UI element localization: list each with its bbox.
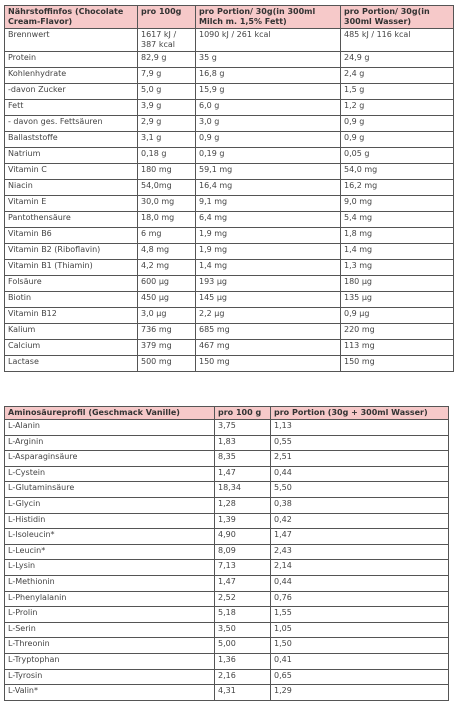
nutrient-name-cell: Pantothensäure — [5, 212, 138, 228]
per-portion-water-cell: 0,9 g — [341, 116, 454, 132]
nutrition-row — [5, 228, 454, 244]
amino-row — [5, 622, 449, 638]
per-portion-milk-cell: 150 mg — [196, 356, 341, 372]
per-portion-milk-cell: 35 g — [196, 52, 341, 68]
per-portion-water-cell: 9,0 mg — [341, 196, 454, 212]
nutrient-name-cell: Calcium — [5, 340, 138, 356]
amino-per-100g-cell: 3,50 — [215, 622, 271, 638]
nutrition-row — [5, 100, 454, 116]
amino-per-portion-cell: 1,05 — [271, 622, 449, 638]
nutrient-name-cell: Kohlenhydrate — [5, 68, 138, 84]
nutrition-row — [5, 340, 454, 356]
amino-per-portion-cell: 0,42 — [271, 513, 449, 529]
nutrition-row — [5, 68, 454, 84]
amino-name-cell: L-Glycin — [5, 497, 215, 513]
amino-per-portion-cell: 2,14 — [271, 560, 449, 576]
nutrient-name-cell: Biotin — [5, 292, 138, 308]
amino-name-cell: L-Tyrosin — [5, 669, 215, 685]
amino-per-portion-cell: 1,55 — [271, 607, 449, 623]
amino-per-100g-cell: 8,09 — [215, 544, 271, 560]
nutrition-row — [5, 356, 454, 372]
amino-name-cell: L-Tryptophan — [5, 653, 215, 669]
per-100g-cell: 4,8 mg — [138, 244, 196, 260]
amino-header-per-100g: pro 100 g — [215, 407, 271, 420]
per-portion-milk-cell: 467 mg — [196, 340, 341, 356]
amino-header-per-portion: pro Portion (30g + 300ml Wasser) — [271, 407, 449, 420]
per-100g-cell: 2,9 g — [138, 116, 196, 132]
amino-row — [5, 482, 449, 498]
per-100g-cell: 54,0mg — [138, 180, 196, 196]
amino-row — [5, 607, 449, 623]
per-portion-milk-cell: 16,8 g — [196, 68, 341, 84]
nutrition-row — [5, 244, 454, 260]
nutrient-name-cell: Vitamin B6 — [5, 228, 138, 244]
per-portion-milk-cell: 6,4 mg — [196, 212, 341, 228]
per-100g-cell: 30,0 mg — [138, 196, 196, 212]
nutrient-name-cell: Ballaststoffe — [5, 132, 138, 148]
amino-row — [5, 685, 449, 701]
amino-per-100g-cell: 8,35 — [215, 451, 271, 467]
amino-row — [5, 544, 449, 560]
amino-per-100g-cell: 5,00 — [215, 638, 271, 654]
nutrient-name-cell: Vitamin C — [5, 164, 138, 180]
per-100g-cell: 5,0 g — [138, 84, 196, 100]
nutrient-name-cell: - davon ges. Fettsäuren — [5, 116, 138, 132]
nutrient-name-cell: Folsäure — [5, 276, 138, 292]
nutrition-row — [5, 29, 454, 52]
amino-name-cell: L-Isoleucin* — [5, 529, 215, 545]
per-portion-milk-cell: 6,0 g — [196, 100, 341, 116]
nutrient-name-cell: Vitamin B12 — [5, 308, 138, 324]
per-portion-water-cell: 16,2 mg — [341, 180, 454, 196]
per-portion-water-cell: 220 mg — [341, 324, 454, 340]
amino-name-cell: L-Cystein — [5, 466, 215, 482]
amino-name-cell: L-Histidin — [5, 513, 215, 529]
per-portion-water-cell: 1,5 g — [341, 84, 454, 100]
amino-name-cell: L-Alanin — [5, 420, 215, 436]
nutrition-row — [5, 116, 454, 132]
nutrient-name-cell: Lactase — [5, 356, 138, 372]
amino-name-cell: L-Prolin — [5, 607, 215, 623]
amino-per-portion-cell: 0,44 — [271, 575, 449, 591]
amino-per-portion-cell: 0,38 — [271, 497, 449, 513]
amino-per-portion-cell: 1,29 — [271, 685, 449, 701]
amino-name-cell: L-Lysin — [5, 560, 215, 576]
nutrient-name-cell: Vitamin B2 (Riboflavin) — [5, 244, 138, 260]
nutrition-row — [5, 52, 454, 68]
nutrition-table — [4, 5, 454, 372]
per-100g-cell: 180 mg — [138, 164, 196, 180]
amino-row — [5, 529, 449, 545]
nutrient-name-cell: Vitamin E — [5, 196, 138, 212]
amino-name-cell: L-Serin — [5, 622, 215, 638]
amino-per-portion-cell: 1,50 — [271, 638, 449, 654]
amino-per-100g-cell: 1,83 — [215, 435, 271, 451]
amino-per-100g-cell: 1,47 — [215, 575, 271, 591]
per-100g-cell: 736 mg — [138, 324, 196, 340]
nutrient-name-cell: Fett — [5, 100, 138, 116]
amino-row — [5, 451, 449, 467]
amino-per-100g-cell: 1,36 — [215, 653, 271, 669]
nutrient-name-cell: Vitamin B1 (Thiamin) — [5, 260, 138, 276]
per-portion-milk-cell: 685 mg — [196, 324, 341, 340]
amino-row — [5, 435, 449, 451]
amino-row — [5, 420, 449, 436]
per-100g-cell: 600 µg — [138, 276, 196, 292]
nutrition-header-nutrient: Nährstoffinfos (Chocolate Cream-Flavor) — [5, 6, 138, 29]
per-portion-milk-cell: 2,2 µg — [196, 308, 341, 324]
amino-name-cell: L-Valin* — [5, 685, 215, 701]
per-portion-water-cell: 0,9 µg — [341, 308, 454, 324]
amino-name-cell: L-Glutaminsäure — [5, 482, 215, 498]
per-100g-cell: 7,9 g — [138, 68, 196, 84]
amino-name-cell: L-Leucin* — [5, 544, 215, 560]
amino-row — [5, 497, 449, 513]
nutrition-row — [5, 164, 454, 180]
nutrition-row — [5, 260, 454, 276]
amino-per-100g-cell: 2,52 — [215, 591, 271, 607]
per-portion-milk-cell: 1090 kJ / 261 kcal — [196, 29, 341, 52]
per-portion-water-cell: 5,4 mg — [341, 212, 454, 228]
nutrition-row — [5, 132, 454, 148]
per-portion-water-cell: 2,4 g — [341, 68, 454, 84]
nutrition-header-per-portion-milk: pro Portion/ 30g(in 300ml Milch m. 1,5% Fett) — [196, 6, 341, 29]
per-portion-water-cell: 1,8 mg — [341, 228, 454, 244]
amino-row — [5, 560, 449, 576]
per-100g-cell: 1617 kJ / 387 kcal — [138, 29, 196, 52]
amino-per-100g-cell: 18,34 — [215, 482, 271, 498]
per-portion-water-cell: 135 µg — [341, 292, 454, 308]
per-100g-cell: 500 mg — [138, 356, 196, 372]
amino-row — [5, 669, 449, 685]
amino-per-portion-cell: 0,55 — [271, 435, 449, 451]
per-portion-water-cell: 113 mg — [341, 340, 454, 356]
per-portion-water-cell: 1,3 mg — [341, 260, 454, 276]
per-portion-milk-cell: 0,9 g — [196, 132, 341, 148]
nutrition-row — [5, 324, 454, 340]
per-portion-milk-cell: 0,19 g — [196, 148, 341, 164]
nutrition-row — [5, 84, 454, 100]
per-portion-water-cell: 0,05 g — [341, 148, 454, 164]
per-portion-water-cell: 54,0 mg — [341, 164, 454, 180]
nutrition-row — [5, 292, 454, 308]
nutrient-name-cell: Niacin — [5, 180, 138, 196]
amino-per-portion-cell: 0,65 — [271, 669, 449, 685]
amino-row — [5, 638, 449, 654]
amino-name-cell: L-Asparaginsäure — [5, 451, 215, 467]
amino-per-100g-cell: 1,28 — [215, 497, 271, 513]
nutrient-name-cell: Protein — [5, 52, 138, 68]
nutrient-name-cell: Kalium — [5, 324, 138, 340]
per-100g-cell: 18,0 mg — [138, 212, 196, 228]
nutrient-name-cell: -davon Zucker — [5, 84, 138, 100]
per-100g-cell: 3,0 µg — [138, 308, 196, 324]
amino-name-cell: L-Threonin — [5, 638, 215, 654]
per-portion-milk-cell: 16,4 mg — [196, 180, 341, 196]
nutrition-row — [5, 196, 454, 212]
amino-per-portion-cell: 0,76 — [271, 591, 449, 607]
per-portion-water-cell: 1,2 g — [341, 100, 454, 116]
amino-row — [5, 591, 449, 607]
amino-per-portion-cell: 2,51 — [271, 451, 449, 467]
amino-per-portion-cell: 0,41 — [271, 653, 449, 669]
per-portion-milk-cell: 193 µg — [196, 276, 341, 292]
amino-name-cell: L-Arginin — [5, 435, 215, 451]
per-portion-milk-cell: 1,9 mg — [196, 228, 341, 244]
amino-per-100g-cell: 4,31 — [215, 685, 271, 701]
per-portion-water-cell: 0,9 g — [341, 132, 454, 148]
per-100g-cell: 379 mg — [138, 340, 196, 356]
amino-per-100g-cell: 1,47 — [215, 466, 271, 482]
per-portion-milk-cell: 59,1 mg — [196, 164, 341, 180]
amino-per-portion-cell: 0,44 — [271, 466, 449, 482]
nutrition-row — [5, 212, 454, 228]
per-portion-milk-cell: 3,0 g — [196, 116, 341, 132]
amino-per-portion-cell: 2,43 — [271, 544, 449, 560]
amino-acid-table — [4, 406, 449, 701]
nutrition-header-per-portion-water: pro Portion/ 30g(in 300ml Wasser) — [341, 6, 454, 29]
per-100g-cell: 82,9 g — [138, 52, 196, 68]
per-100g-cell: 6 mg — [138, 228, 196, 244]
amino-header-name: Aminosäureprofil (Geschmack Vanille) — [5, 407, 215, 420]
amino-per-portion-cell: 1,13 — [271, 420, 449, 436]
per-portion-water-cell: 1,4 mg — [341, 244, 454, 260]
per-portion-water-cell: 180 µg — [341, 276, 454, 292]
amino-per-100g-cell: 3,75 — [215, 420, 271, 436]
nutrient-name-cell: Brennwert — [5, 29, 138, 52]
per-portion-milk-cell: 1,9 mg — [196, 244, 341, 260]
nutrient-name-cell: Natrium — [5, 148, 138, 164]
per-portion-water-cell: 485 kJ / 116 kcal — [341, 29, 454, 52]
per-100g-cell: 4,2 mg — [138, 260, 196, 276]
nutrition-row — [5, 148, 454, 164]
nutrition-row — [5, 180, 454, 196]
amino-row — [5, 653, 449, 669]
amino-name-cell: L-Phenylalanin — [5, 591, 215, 607]
per-100g-cell: 3,1 g — [138, 132, 196, 148]
per-portion-milk-cell: 15,9 g — [196, 84, 341, 100]
amino-per-100g-cell: 4,90 — [215, 529, 271, 545]
amino-row — [5, 575, 449, 591]
per-portion-water-cell: 150 mg — [341, 356, 454, 372]
per-100g-cell: 3,9 g — [138, 100, 196, 116]
nutrition-header-row — [5, 6, 454, 29]
per-100g-cell: 0,18 g — [138, 148, 196, 164]
amino-header-row — [5, 407, 449, 420]
amino-per-100g-cell: 5,18 — [215, 607, 271, 623]
amino-per-100g-cell: 1,39 — [215, 513, 271, 529]
per-portion-milk-cell: 1,4 mg — [196, 260, 341, 276]
amino-per-100g-cell: 2,16 — [215, 669, 271, 685]
nutrition-row — [5, 276, 454, 292]
per-portion-milk-cell: 9,1 mg — [196, 196, 341, 212]
amino-per-portion-cell: 1,47 — [271, 529, 449, 545]
nutrition-row — [5, 308, 454, 324]
amino-per-portion-cell: 5,50 — [271, 482, 449, 498]
amino-row — [5, 466, 449, 482]
per-portion-water-cell: 24,9 g — [341, 52, 454, 68]
per-portion-milk-cell: 145 µg — [196, 292, 341, 308]
nutrition-header-per-100g: pro 100g — [138, 6, 196, 29]
amino-row — [5, 513, 449, 529]
amino-per-100g-cell: 7,13 — [215, 560, 271, 576]
per-100g-cell: 450 µg — [138, 292, 196, 308]
amino-name-cell: L-Methionin — [5, 575, 215, 591]
